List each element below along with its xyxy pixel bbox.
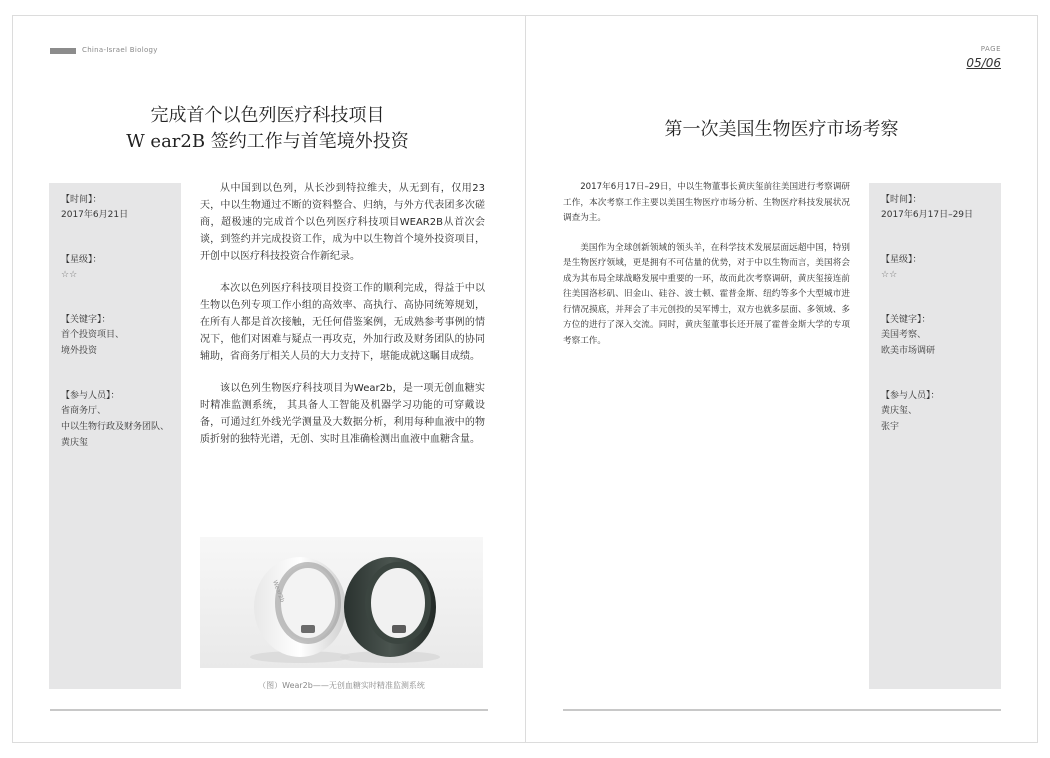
left-keywords-block — [61, 313, 169, 359]
page-label: PAGE — [980, 45, 1001, 53]
right-level-label: 【星级】： — [881, 255, 922, 265]
right-people-label: 【参与人员】： — [881, 391, 940, 401]
right-keyword-item: 美国考察、 — [881, 330, 927, 340]
left-paragraph-1: 从中国到以色列，从长沙到特拉维夫，从无到有，仅用23天，中以生物通过不断的资料整合、归纳，与外方代表团多次磋商，超极速的完成首个以色列医疗科技项目WEAR2B从首次会谈，到签约并完成投资工作，成为中以生物首个境外投资项目，开创中以医疗科技投资合作新纪录。 — [200, 183, 485, 262]
wear2b-bands-illustration — [200, 537, 483, 668]
right-keyword-item: 欧美市场调研 — [881, 346, 936, 356]
wear2b-band-label: Wear2b — [271, 579, 286, 604]
left-paragraph-2: 本次以色列医疗科技项目投资工作的顺利完成，得益于中以生物以色列专项工作小组的高效率、高执行、高协同统筹规划，在所有人都是首次接触，无任何借鉴案例，无成熟参考事例的情况下，他们对困难与疑点一再攻克，外加行政及财务团队的协同辅助，省商务厅相关人员的大力支持下，堪能成就这瞩目成绩。 — [200, 283, 485, 362]
left-keywords-label: 【关键字】： — [61, 315, 111, 325]
right-title: 第一次美国生物医疗市场考察 — [664, 119, 899, 140]
left-sidebar — [49, 183, 181, 689]
right-body — [563, 180, 850, 363]
right-people-block — [881, 389, 989, 435]
right-time-label: 【时间】： — [881, 195, 922, 205]
right-keywords-label: 【关键字】： — [881, 315, 931, 325]
left-time-value: 2017年6月21日 — [61, 210, 129, 220]
left-person-item: 省商务厅、 — [61, 406, 107, 416]
right-level-stars: ☆☆ — [881, 270, 898, 280]
right-person-item: 张宇 — [881, 422, 900, 432]
left-bottom-rule — [50, 709, 488, 711]
right-bottom-rule — [563, 709, 1001, 711]
left-time-block — [61, 193, 169, 223]
left-people-block — [61, 389, 169, 451]
page-number: 05/06 — [966, 56, 1001, 70]
left-title-line1: 完成首个以色列医疗科技项目 — [150, 105, 385, 126]
right-person-item: 黄庆玺、 — [881, 406, 918, 416]
left-paragraph-3: 该以色列生物医疗科技项目为Wear2b，是一项无创血糖实时精准监测系统， 其具备人工智能及机器学习功能的可穿戴设备，可通过红外线光学测量及大数据分析，利用每种血液中的物质折射的独特光谱，无创、实时且准确检测出血液中血糖含量。 — [200, 383, 485, 445]
left-level-stars: ☆☆ — [61, 270, 78, 280]
left-body — [200, 180, 485, 463]
left-time-label: 【时间】： — [61, 195, 102, 205]
left-keyword-item: 境外投资 — [61, 346, 98, 356]
left-keyword-item: 首个投资项目、 — [61, 330, 125, 340]
photo-caption: （图）Wear2b——无创血糖实时精准监测系统 — [258, 681, 425, 690]
page-fold — [525, 15, 526, 743]
right-level-block — [881, 253, 989, 283]
right-time-value: 2017年6月17日–29日 — [881, 210, 974, 220]
right-keywords-block — [881, 313, 989, 359]
wear2b-photo — [200, 537, 483, 668]
right-time-block — [881, 193, 989, 223]
left-person-item: 黄庆玺 — [61, 438, 89, 448]
header-marker — [50, 48, 76, 54]
left-person-item: 中以生物行政及财务团队、 — [61, 422, 170, 432]
left-level-label: 【星级】： — [61, 255, 102, 265]
left-title-line2: W ear2B 签约工作与首笔境外投资 — [126, 131, 409, 152]
right-paragraph-1: 2017年6月17日–29日，中以生物董事长黄庆玺前往美国进行考察调研工作，本次考察工作主要以美国生物医疗市场分析、生物医疗科技发展状况调查为主。 — [563, 182, 850, 223]
left-level-block — [61, 253, 169, 283]
left-people-label: 【参与人员】： — [61, 391, 120, 401]
header-brand: China-Israel Biology — [82, 46, 158, 54]
right-sidebar — [869, 183, 1001, 689]
right-paragraph-2: 美国作为全球创新领域的领头羊，在科学技术发展层面远超中国，特别是生物医疗领域，更是拥有不可估量的优势，对于中以生物而言，美国将会成为其布局全球战略发展中重要的一环，故而此次考察调研，黄庆玺接连前往美国洛杉矶、旧金山、硅谷、波士顿、霍普金斯、纽约等多个大型城市进行情况摸底，并拜会了丰元创投的吴军博士，双方也就多层面、多领域、多方位的进行了深入交流。同时，黄庆玺董事长还开展了霍普金斯大学的专项考察工作。 — [563, 242, 850, 346]
